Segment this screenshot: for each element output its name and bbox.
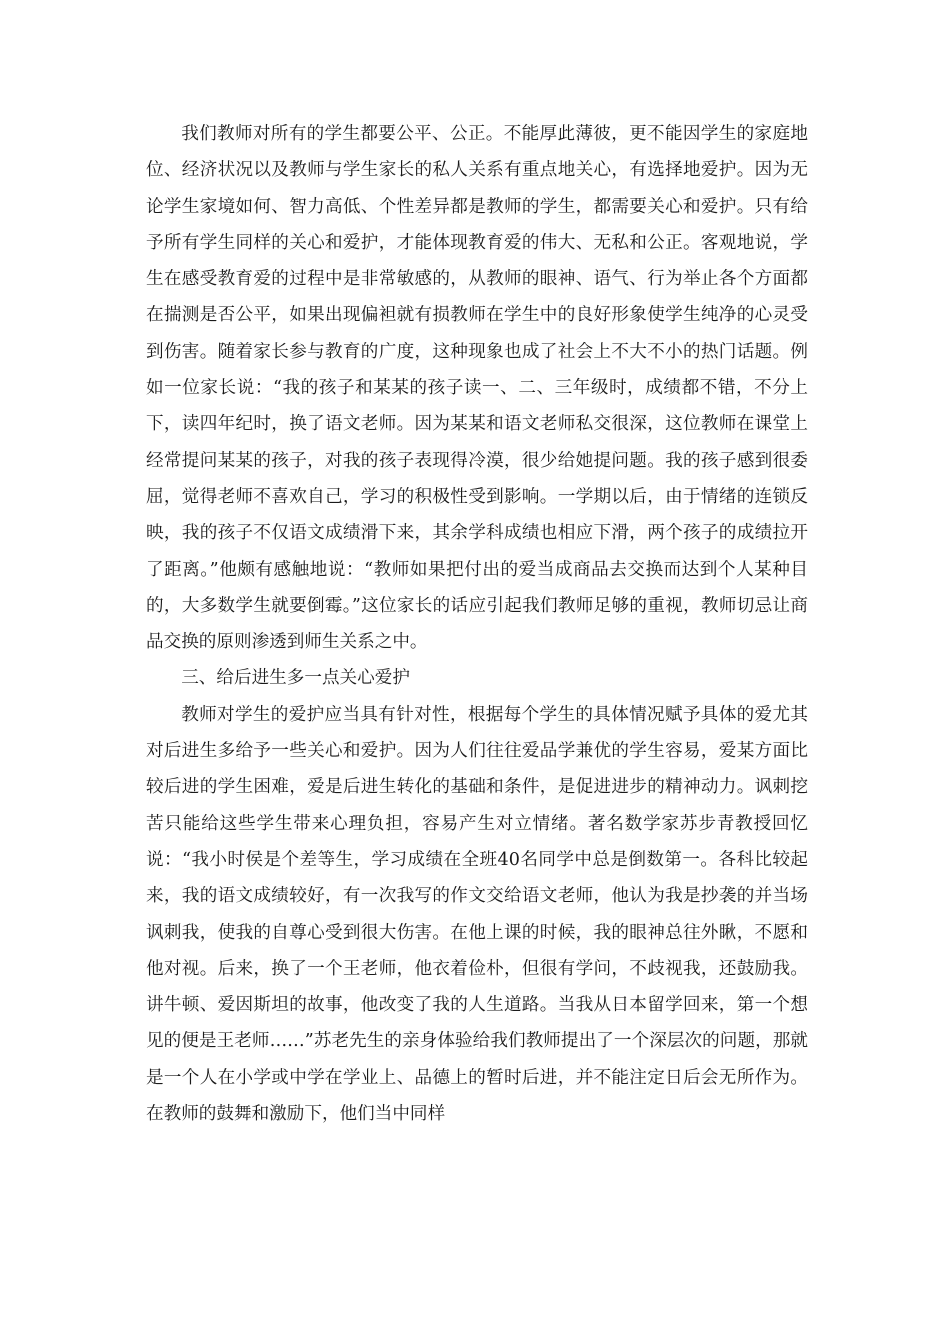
paragraph-underachievers: 教师对学生的爱护应当具有针对性，根据每个学生的具体情况赋予具体的爱尤其对后进生多给予一些关心和爱护。因为人们往往爱品学兼优的学生容易，爱某方面比较后进的学生困难，爱是后进生转化的基础和条件，是促进进步的精神动力。讽刺挖苦只能给这些学生带来心理负担，容易产生对立情绪。著名数学家苏步青教授回忆说：“我小时侯是个差等生，学习成绩在全班40名同学中总是倒数第一。各科比较起来，我的语文成绩较好，有一次我写的作文交给语文老师，他认为我是抄袭的并当场讽刺我，使我的自尊心受到很大伤害。在他上课的时候，我的眼神总往外瞅，不愿和他对视。后来，换了一个王老师，他衣着俭朴，但很有学问，不歧视我，还鼓励我。讲牛顿、爱因斯坦的故事，他改变了我的人生道路。当我从日本留学回来，第一个想见的便是王老师……”苏老先生的亲身体验给我们教师提出了一个深层次的问题，那就是一个人在小学或中学在学业上、品德上的暂时后进，并不能注定日后会无所作为。在教师的鼓舞和激励下，他们当中同样 xyxy=(146,704,808,1125)
section-heading: 三、给后进生多一点关心爱护 xyxy=(181,668,410,689)
document-page xyxy=(146,116,808,1132)
paragraph-fairness: 我们教师对所有的学生都要公平、公正。不能厚此薄彼，更不能因学生的家庭地位、经济状况以及教师与学生家长的私人关系有重点地关心，有选择地爱护。因为无论学生家境如何、智力高低、个性差异都是教师的学生，都需要关心和爱护。只有给予所有学生同样的关心和爱护，才能体现教育爱的伟大、无私和公正。客观地说，学生在感受教育爱的过程中是非常敏感的，从教师的眼神、语气、行为举止各个方面都在揣测是否公平，如果出现偏袒就有损教师在学生中的良好形象使学生纯净的心灵受到伤害。随着家长参与教育的广度，这种现象也成了社会上不大不小的热门话题。例如一位家长说：“我的孩子和某某的孩子读一、二、三年级时，成绩都不错，不分上下，读四年纪时，换了语文老师。因为某某和语文老师私交很深，这位教师在课堂上经常提问某某的孩子，对我的孩子表现得冷漠，很少给她提问题。我的孩子感到很委屈，觉得老师不喜欢自己，学习的积极性受到影响。一学期以后，由于情绪的连锁反映，我的孩子不仅语文成绩滑下来，其余学科成绩也相应下滑，两个孩子的成绩拉开了距离。”他颇有感触地说：“教师如果把付出的爱当成商品去交换而达到个人某种目的，大多数学生就要倒霉。”这位家长的话应引起我们教师足够的重视，教师切忌让商品交换的原则渗透到师生关系之中。 xyxy=(146,124,808,653)
